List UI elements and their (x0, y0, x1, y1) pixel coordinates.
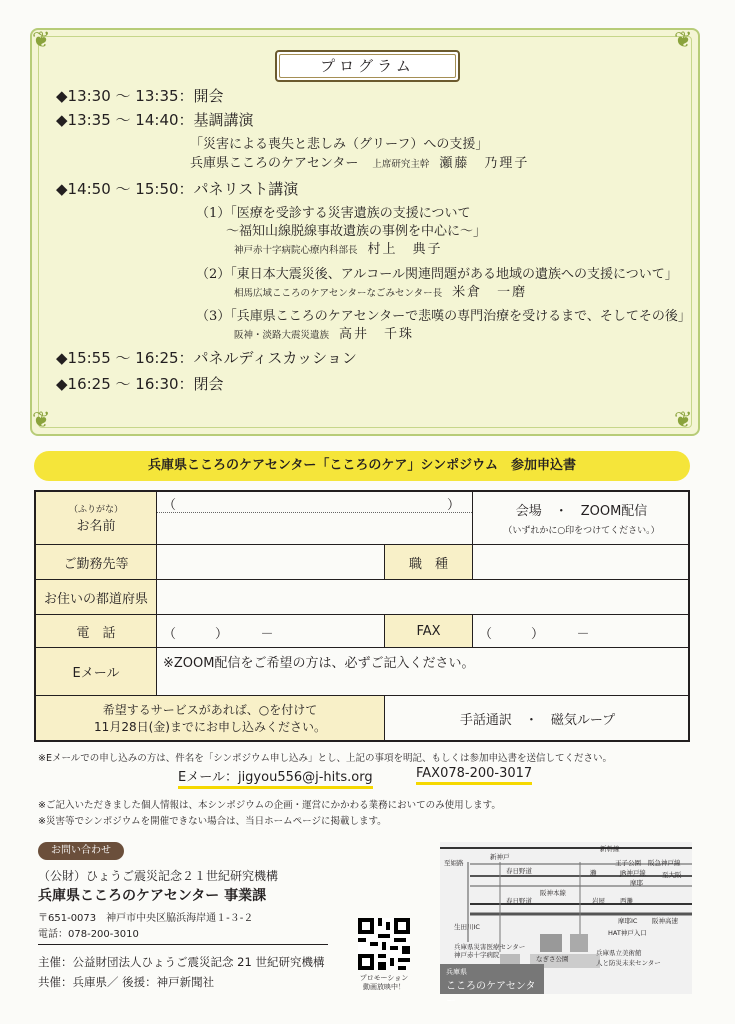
promo-line: プロモーション (359, 974, 409, 982)
map-label: 新幹線 (600, 845, 620, 853)
panelist-speaker: 阪神・淡路大震災遺族 高井 千珠 (234, 327, 415, 342)
phone-label: 電 話 (36, 614, 156, 647)
inquiry-pill: お問い合わせ (38, 842, 124, 860)
promo-caption (350, 974, 418, 992)
email-label: Eメール (36, 647, 156, 695)
map-label: 春日野道 (506, 897, 532, 905)
panelist-speaker: 神戸赤十字病院心療内科部長 村上 典子 (234, 242, 443, 257)
program-item: ◆13:30 ～ 13:35：開会 (56, 87, 224, 105)
cohost: 共催：兵庫県／ 後援：神戸新聞社 (38, 975, 215, 989)
map-label: 阪神本線 (540, 889, 566, 897)
paren-open: （ (163, 498, 177, 513)
divider (38, 944, 328, 945)
map-label: JR神戸線 (620, 869, 646, 877)
qr-code-icon[interactable] (358, 918, 410, 970)
map-label: 新神戸 (490, 853, 510, 861)
service-options[interactable]: 手話通訳 ・ 磁気ループ (384, 695, 690, 740)
map-label: 王子公園 (615, 859, 641, 867)
map-label: 兵庫県災害医療センター (454, 943, 526, 951)
map-box-line: 兵庫県 (446, 968, 467, 976)
panelist-title: （3）「兵庫県こころのケアセンターで悲嘆の専門治療を受けるまで、そしてその後」 (196, 309, 691, 324)
email-instructions: ※Eメールでの申し込みの方は、件名を「シンポジウム申し込み」とし、上記の事項を明記、もしくは参加申込書を送信してください。 (38, 753, 612, 764)
job-input[interactable] (472, 544, 690, 579)
phone-input[interactable]: （ ） － (156, 614, 384, 647)
service-line: 11月28日(金)までにお申し込みください。 (94, 720, 326, 734)
prefecture-input[interactable] (156, 579, 690, 614)
keynote-speaker: 兵庫県こころのケアセンター 上席研究主幹 瀬藤 乃理子 (190, 156, 530, 171)
map-label: 摩耶IC (618, 917, 638, 925)
service-line: 希望するサービスがあれば、○を付けて (102, 703, 318, 717)
name-input[interactable] (156, 492, 472, 544)
name-label-cell (36, 492, 156, 544)
corner-ornament-icon: ❦ (674, 28, 693, 53)
map-label: 岩屋 (592, 897, 605, 905)
fax-label: FAX (384, 614, 472, 647)
access-map (440, 842, 692, 1007)
venue-options: 会場 ・ ZOOM配信 (515, 504, 648, 519)
map-label: 阪急神戸線 (648, 859, 681, 867)
map-label: 至姫路 (444, 859, 464, 867)
map-label: 摩耶 (630, 879, 643, 887)
program-item: ◆13:35 ～ 14:40：基調講演 (56, 111, 254, 129)
name-label: お名前 (76, 519, 116, 534)
furigana-label: （ふりがな） (68, 505, 123, 515)
map-label: 西灘 (620, 897, 633, 905)
map-label: 阪神高速 (652, 917, 678, 925)
application-form-banner: 兵庫県こころのケアセンター「こころのケア」シンポジウム 参加申込書 (34, 451, 690, 481)
program-item: ◆15:55 ～ 16:25：パネルディスカッション (56, 349, 357, 367)
panelist-title: （2）「東日本大震災後、アルコール関連問題がある地域の遺族への支援について」 (196, 267, 678, 282)
fax-input[interactable]: （ ） － (472, 614, 690, 647)
contact-email[interactable]: Eメール：jigyou556@j-hits.org (178, 766, 373, 789)
promo-line: 動画放映中！ (363, 983, 405, 991)
program-title: プログラム (275, 50, 460, 82)
map-label: 神戸赤十字病院 (454, 951, 500, 959)
panelist-title-sub: ～福知山線脱線事故遺族の事例を中心に～」 (226, 224, 487, 239)
map-label: 至大阪 (662, 871, 682, 879)
panelist-speaker: 相馬広域こころのケアセンターなごみセンター長 米倉 一磨 (234, 285, 528, 300)
inquiry-org1: （公財）ひょうご震災記念２１世紀研究機構 (38, 869, 279, 883)
contact-fax: FAX078-200-3017 (416, 766, 532, 785)
corner-ornament-icon: ❦ (32, 28, 51, 53)
venue-note: （いずれかに○印をつけてください。） (503, 526, 660, 536)
workplace-label: ご勤務先等 (36, 544, 156, 579)
panelist-title: （1）「医療を受診する災害遺族の支援について (196, 206, 471, 221)
privacy-note: ※ご記入いただきました個人情報は、本シンポジウムの企画・運営にかかわる業務においてのみ使用します。 (38, 800, 501, 811)
map-label: 兵庫県立美術館 (596, 949, 642, 957)
host: 主催：公益財団法人ひょうご震災記念 21 世紀研究機構 (38, 955, 325, 969)
corner-ornament-icon: ❦ (32, 408, 51, 433)
map-label: なぎさ公園 (536, 955, 569, 963)
email-note: ※ZOOM配信をご希望の方は、必ずご記入ください。 (163, 656, 475, 671)
map-label: HAT神戸入口 (608, 929, 647, 937)
keynote-topic: 「災害による喪失と悲しみ（グリーフ）への支援」 (190, 137, 489, 152)
disaster-note: ※災害等でシンポジウムを開催できない場合は、当日ホームページに掲載します。 (38, 816, 387, 827)
map-label: 春日野道 (506, 867, 532, 875)
workplace-input[interactable] (156, 544, 384, 579)
inquiry-address: 〒651-0073 神戸市中央区脇浜海岸通１-３-２ (38, 913, 254, 924)
inquiry-phone: 電話：078-200-3010 (38, 929, 139, 940)
map-label: 生田川IC (454, 923, 480, 931)
application-form (34, 490, 690, 742)
map-location-box (440, 964, 544, 1007)
program-item: ◆16:25 ～ 16:30：閉会 (56, 375, 224, 393)
inquiry-org2: 兵庫県こころのケアセンター 事業課 (38, 888, 267, 904)
map-box-line: こころのケアセンター (446, 981, 536, 1007)
prefecture-label: お住いの都道府県 (36, 579, 156, 614)
service-label (36, 695, 384, 740)
paren-close: ） (446, 498, 460, 513)
program-item: ◆14:50 ～ 15:50：パネリスト講演 (56, 180, 299, 198)
job-label: 職 種 (384, 544, 472, 579)
corner-ornament-icon: ❦ (674, 408, 693, 433)
map-label: 灘 (590, 869, 597, 877)
venue-choice[interactable] (472, 492, 690, 544)
map-label: 人と防災未来センター (596, 959, 661, 967)
email-input[interactable] (156, 647, 690, 695)
